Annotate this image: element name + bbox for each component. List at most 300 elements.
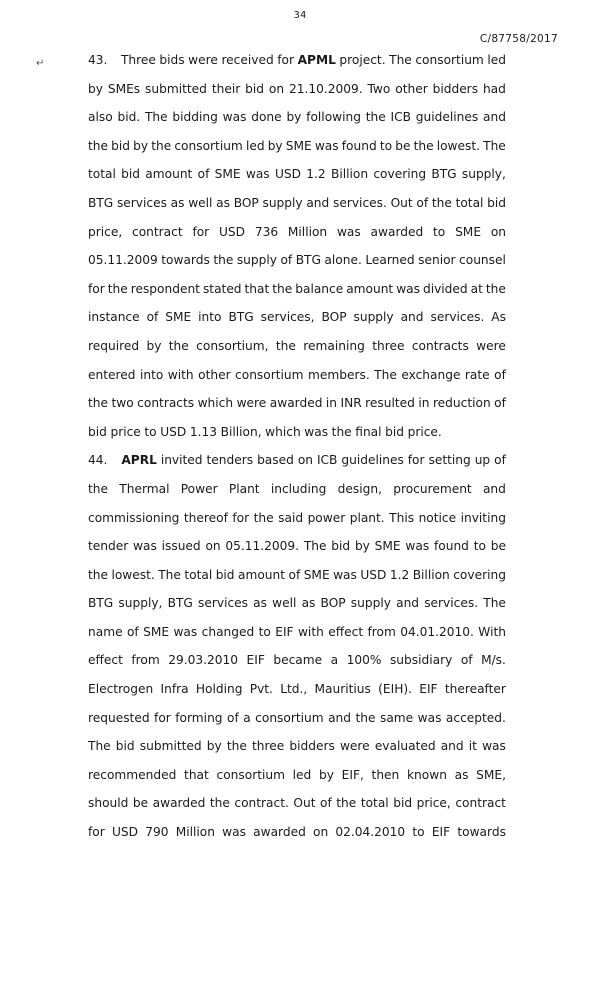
word: other xyxy=(395,81,428,96)
word: supply xyxy=(262,195,303,210)
word: and xyxy=(400,310,424,325)
word: well xyxy=(188,195,213,210)
word: USD xyxy=(274,167,301,182)
word: final xyxy=(355,424,382,439)
word: said xyxy=(278,510,304,525)
paragraph-line xyxy=(88,364,506,393)
word: entered xyxy=(88,367,136,382)
word: EIF xyxy=(275,624,294,639)
word: BTG xyxy=(431,167,457,182)
word: the xyxy=(431,195,452,210)
word: bid xyxy=(88,424,107,439)
word: 05.11.2009. xyxy=(225,539,300,554)
word: the xyxy=(107,281,128,296)
word: consortium xyxy=(255,710,324,725)
word: forming xyxy=(175,710,223,725)
word: contracts xyxy=(137,396,195,411)
word: BTG xyxy=(167,596,193,611)
word: the xyxy=(209,796,230,811)
paragraph-line xyxy=(88,163,506,192)
word: known xyxy=(406,767,447,782)
paragraph-line xyxy=(88,221,506,250)
word: SMEs xyxy=(107,81,141,96)
word: a xyxy=(330,653,339,668)
word: consortium xyxy=(235,367,304,382)
word: and xyxy=(482,481,506,496)
word: by xyxy=(133,138,149,153)
word: led xyxy=(487,53,506,67)
word: the xyxy=(336,796,357,811)
paragraph-line xyxy=(88,306,506,335)
word: lowest. xyxy=(436,138,481,153)
word: Three xyxy=(120,53,156,67)
word: was xyxy=(333,567,357,582)
word: awarded xyxy=(152,796,206,811)
word: of xyxy=(460,653,473,668)
word: which xyxy=(265,424,301,439)
word: evaluated xyxy=(374,739,436,754)
word: to xyxy=(433,224,446,239)
word: services xyxy=(116,195,167,210)
word: BTG xyxy=(228,310,254,325)
word: price xyxy=(110,424,141,439)
word: Out xyxy=(390,195,413,210)
word: bid xyxy=(111,138,130,153)
word: well xyxy=(272,596,297,611)
word: became xyxy=(273,653,323,668)
word: on xyxy=(297,453,313,468)
word: ICB xyxy=(390,110,412,125)
paragraph-line xyxy=(88,707,506,736)
word: Holding xyxy=(195,682,243,697)
word: that xyxy=(244,281,270,296)
word: 29.03.2010 xyxy=(168,653,239,668)
word: of xyxy=(320,796,332,811)
word: and xyxy=(483,110,506,125)
word: alone. xyxy=(324,253,362,268)
word: be xyxy=(132,796,149,811)
word: covering xyxy=(373,167,427,182)
word: towards xyxy=(161,253,210,268)
word: and xyxy=(306,195,330,210)
word: required xyxy=(88,338,140,353)
word: tender xyxy=(88,539,129,554)
word: that xyxy=(184,767,209,782)
word: to xyxy=(258,624,271,639)
word: The xyxy=(374,367,397,382)
word: BTG xyxy=(295,253,321,268)
word: done xyxy=(251,110,282,125)
word: bid xyxy=(331,539,351,554)
judgment-body xyxy=(88,49,506,850)
word: of xyxy=(146,310,159,325)
word: services, xyxy=(260,310,315,325)
word: supply xyxy=(350,596,391,611)
word: requested xyxy=(88,710,150,725)
word: The xyxy=(144,110,168,125)
word: ICB xyxy=(316,453,338,468)
word: members. xyxy=(307,367,370,382)
word: by xyxy=(319,767,334,782)
word: The xyxy=(88,739,111,754)
word: amount xyxy=(238,567,286,582)
word: reduction xyxy=(432,396,491,411)
word: contract xyxy=(132,224,183,239)
word: consortium, xyxy=(196,338,269,353)
word: Out xyxy=(293,796,316,811)
paragraph-line xyxy=(88,821,506,850)
word: 04.01.2010. xyxy=(400,624,474,639)
word: bidders xyxy=(432,81,479,96)
word: This xyxy=(389,510,415,525)
word: into xyxy=(198,310,222,325)
word: be xyxy=(490,539,506,554)
word: had xyxy=(482,81,506,96)
word: with xyxy=(167,367,194,382)
word: total xyxy=(360,796,389,811)
page-number: 34 xyxy=(293,10,307,21)
word: price. xyxy=(407,424,442,439)
word: to xyxy=(412,825,425,840)
word: BOP xyxy=(321,310,347,325)
word: USD xyxy=(111,825,139,840)
word: 1.2 xyxy=(306,167,326,182)
word: received xyxy=(221,53,274,67)
word: as xyxy=(216,195,230,210)
word: issued xyxy=(161,539,201,554)
paragraph-line xyxy=(88,249,506,278)
paragraph-line xyxy=(88,278,506,307)
word: 02.04.2010 xyxy=(335,825,406,840)
word: The xyxy=(303,539,327,554)
word: services. xyxy=(430,310,485,325)
word: led xyxy=(245,138,265,153)
word: awarded xyxy=(253,825,306,840)
word: 1.2 xyxy=(389,567,410,582)
paragraph-line xyxy=(88,392,506,421)
word: consortium xyxy=(415,53,484,67)
word: commissioning xyxy=(88,510,180,525)
word: in xyxy=(325,396,338,411)
word: instance xyxy=(88,310,140,325)
word: other xyxy=(198,367,231,382)
word: EIF, xyxy=(341,767,364,782)
word: amount xyxy=(346,281,394,296)
word: the xyxy=(168,338,189,353)
word: contracts xyxy=(411,338,469,353)
word: of xyxy=(227,710,239,725)
word: bidders xyxy=(289,739,335,754)
word: Ltd., xyxy=(280,682,308,697)
paragraph-line xyxy=(88,735,506,764)
word: found xyxy=(341,138,377,153)
word: bid xyxy=(487,195,506,210)
word: by xyxy=(286,110,302,125)
word: Million xyxy=(175,825,215,840)
word: was xyxy=(314,138,339,153)
word: for xyxy=(88,281,105,296)
word: as xyxy=(301,596,316,611)
word: awarded xyxy=(370,224,424,239)
word: for xyxy=(277,53,295,67)
word: a xyxy=(243,710,251,725)
word: was xyxy=(133,539,157,554)
paragraph-line xyxy=(88,507,506,536)
word: of xyxy=(416,195,429,210)
word: including xyxy=(270,481,327,496)
word: setting xyxy=(428,453,471,468)
word: and xyxy=(396,596,420,611)
word: contract xyxy=(455,796,506,811)
word: bid. xyxy=(117,110,141,125)
word: counsel xyxy=(459,253,506,268)
word: Mauritius xyxy=(314,682,371,697)
word: Thermal xyxy=(119,481,170,496)
word: total xyxy=(184,567,213,582)
word: 1.13 xyxy=(189,424,218,439)
word: plant. xyxy=(349,510,385,525)
word: divided xyxy=(422,281,468,296)
word: SME xyxy=(143,624,170,639)
word: submitted xyxy=(139,739,202,754)
word: consortium xyxy=(174,138,243,153)
word: Pvt. xyxy=(249,682,273,697)
paragraph-number: 43. xyxy=(88,53,108,67)
word: Plant xyxy=(228,481,260,496)
word: price, xyxy=(416,796,451,811)
word: from xyxy=(367,624,396,639)
word: was xyxy=(173,624,198,639)
word: was xyxy=(304,424,329,439)
word: Learned xyxy=(365,253,415,268)
word: tenders xyxy=(206,453,254,468)
word: found xyxy=(433,539,469,554)
word: The xyxy=(158,567,181,582)
scan-artifact-mark: ↵ xyxy=(36,58,45,69)
word: Two xyxy=(367,81,391,96)
word: bid xyxy=(121,167,141,182)
word: the xyxy=(485,281,506,296)
word: by xyxy=(146,338,162,353)
paragraph-line xyxy=(88,564,506,593)
word: for xyxy=(154,710,171,725)
word: which xyxy=(197,396,234,411)
word: thereof xyxy=(183,510,228,525)
word: bid xyxy=(215,567,235,582)
paragraph-line xyxy=(88,621,506,650)
word: SME xyxy=(303,567,330,582)
word: services. xyxy=(424,596,479,611)
word: the xyxy=(88,138,109,153)
word: was xyxy=(222,110,247,125)
word: was xyxy=(482,739,506,754)
word: were xyxy=(339,739,370,754)
word: from xyxy=(131,653,160,668)
word: with xyxy=(297,624,324,639)
paragraph-line xyxy=(88,135,506,164)
word: the xyxy=(253,510,274,525)
word: The xyxy=(483,596,506,611)
word: was xyxy=(396,281,420,296)
word: guidelines xyxy=(341,453,404,468)
word: should xyxy=(88,796,129,811)
word: three xyxy=(372,338,405,353)
word: and xyxy=(328,710,352,725)
word: of xyxy=(197,167,210,182)
word: effect xyxy=(328,624,364,639)
word: amount xyxy=(145,167,193,182)
word: 736 xyxy=(254,224,279,239)
word: towards xyxy=(457,825,506,840)
word: recommended xyxy=(88,767,177,782)
word: total xyxy=(88,167,116,182)
case-number: C/87758/2017 xyxy=(479,33,558,45)
word: USD xyxy=(360,567,387,582)
word: as xyxy=(170,195,185,210)
word: bid xyxy=(245,81,264,96)
paragraph-line xyxy=(88,421,506,450)
word: by xyxy=(206,739,222,754)
word: bidding xyxy=(172,110,218,125)
word: the xyxy=(226,739,247,754)
word: services. xyxy=(332,195,387,210)
word: 21.10.2009. xyxy=(288,81,363,96)
word: With xyxy=(478,624,506,639)
paragraph-line xyxy=(88,764,506,793)
word: on xyxy=(313,825,329,840)
word: price, xyxy=(88,224,123,239)
word: 05.11.2009 xyxy=(88,253,158,268)
word: to xyxy=(473,539,486,554)
word: were xyxy=(188,53,218,67)
paragraph-number: 44. xyxy=(88,453,108,468)
word: the xyxy=(413,138,434,153)
word: BTG xyxy=(88,195,114,210)
word: SME xyxy=(455,224,482,239)
word: rate xyxy=(464,367,490,382)
paragraph-line xyxy=(88,106,506,135)
word: supply xyxy=(236,253,277,268)
word: the xyxy=(213,253,234,268)
word: BTG xyxy=(88,596,114,611)
word: remaining xyxy=(303,338,365,353)
word: BOP xyxy=(233,195,259,210)
word: design, xyxy=(337,481,382,496)
word: on xyxy=(268,81,285,96)
word: services xyxy=(198,596,249,611)
word: bids xyxy=(159,53,185,67)
word: resulted xyxy=(365,396,415,411)
word: supply xyxy=(353,310,394,325)
word: by xyxy=(267,138,283,153)
word: and xyxy=(440,739,464,754)
word: power xyxy=(307,510,346,525)
word: by xyxy=(354,539,370,554)
word: Billion, xyxy=(220,424,262,439)
word: for xyxy=(232,510,250,525)
word: EIF xyxy=(246,653,265,668)
word: of xyxy=(494,367,506,382)
word: (EIH). xyxy=(378,682,412,697)
word: for xyxy=(192,224,210,239)
word: of xyxy=(126,624,139,639)
word: two xyxy=(111,396,134,411)
paragraph-line xyxy=(88,678,506,707)
word: as xyxy=(253,596,267,611)
word: Power xyxy=(180,481,218,496)
word: Electrogen xyxy=(88,682,154,697)
word: USD xyxy=(160,424,187,439)
word: to xyxy=(379,138,393,153)
word: bid xyxy=(115,739,135,754)
paragraph-line xyxy=(88,335,506,364)
word: total xyxy=(455,195,484,210)
word: on xyxy=(490,224,506,239)
word: accepted. xyxy=(445,710,506,725)
word: senior xyxy=(418,253,456,268)
word: the xyxy=(331,424,352,439)
word: lowest. xyxy=(111,567,155,582)
word: SME xyxy=(374,539,401,554)
word: The xyxy=(389,53,412,67)
word: supply, xyxy=(461,167,506,182)
word: of xyxy=(288,567,301,582)
word: in xyxy=(418,396,430,411)
word: their xyxy=(211,81,241,96)
word: submitted xyxy=(145,81,207,96)
word: the xyxy=(272,281,293,296)
word: by xyxy=(88,81,103,96)
word: EIF xyxy=(431,825,451,840)
word: of xyxy=(494,453,506,468)
word: at xyxy=(470,281,483,296)
word: was xyxy=(336,224,361,239)
word: the xyxy=(88,396,109,411)
paragraph-line xyxy=(88,78,506,107)
word: BOP xyxy=(320,596,346,611)
word: thereafter xyxy=(444,682,506,697)
word: contract. xyxy=(234,796,289,811)
word: invited xyxy=(160,453,203,468)
word: SME, xyxy=(476,767,506,782)
word: for xyxy=(88,825,105,840)
paragraph-line xyxy=(88,592,506,621)
word: guidelines xyxy=(415,110,479,125)
word: the xyxy=(275,338,296,353)
word: also xyxy=(88,110,113,125)
word: same xyxy=(379,710,414,725)
paragraph-first-line xyxy=(88,49,506,78)
word: effect xyxy=(88,653,123,668)
bold-term: APRL xyxy=(121,453,157,468)
word: bid xyxy=(385,424,404,439)
word: supply, xyxy=(118,596,163,611)
word: consortium xyxy=(216,767,285,782)
word: the xyxy=(365,110,386,125)
word: led xyxy=(292,767,312,782)
word: SME xyxy=(214,167,241,182)
word: it xyxy=(468,739,477,754)
word: The xyxy=(483,138,506,153)
word: was xyxy=(405,539,430,554)
word: Million xyxy=(287,224,328,239)
word: awarded xyxy=(269,396,323,411)
word: balance xyxy=(295,281,344,296)
word: was xyxy=(245,167,270,182)
word: Infra xyxy=(160,682,189,697)
paragraph-line xyxy=(88,792,506,821)
word: as xyxy=(454,767,469,782)
